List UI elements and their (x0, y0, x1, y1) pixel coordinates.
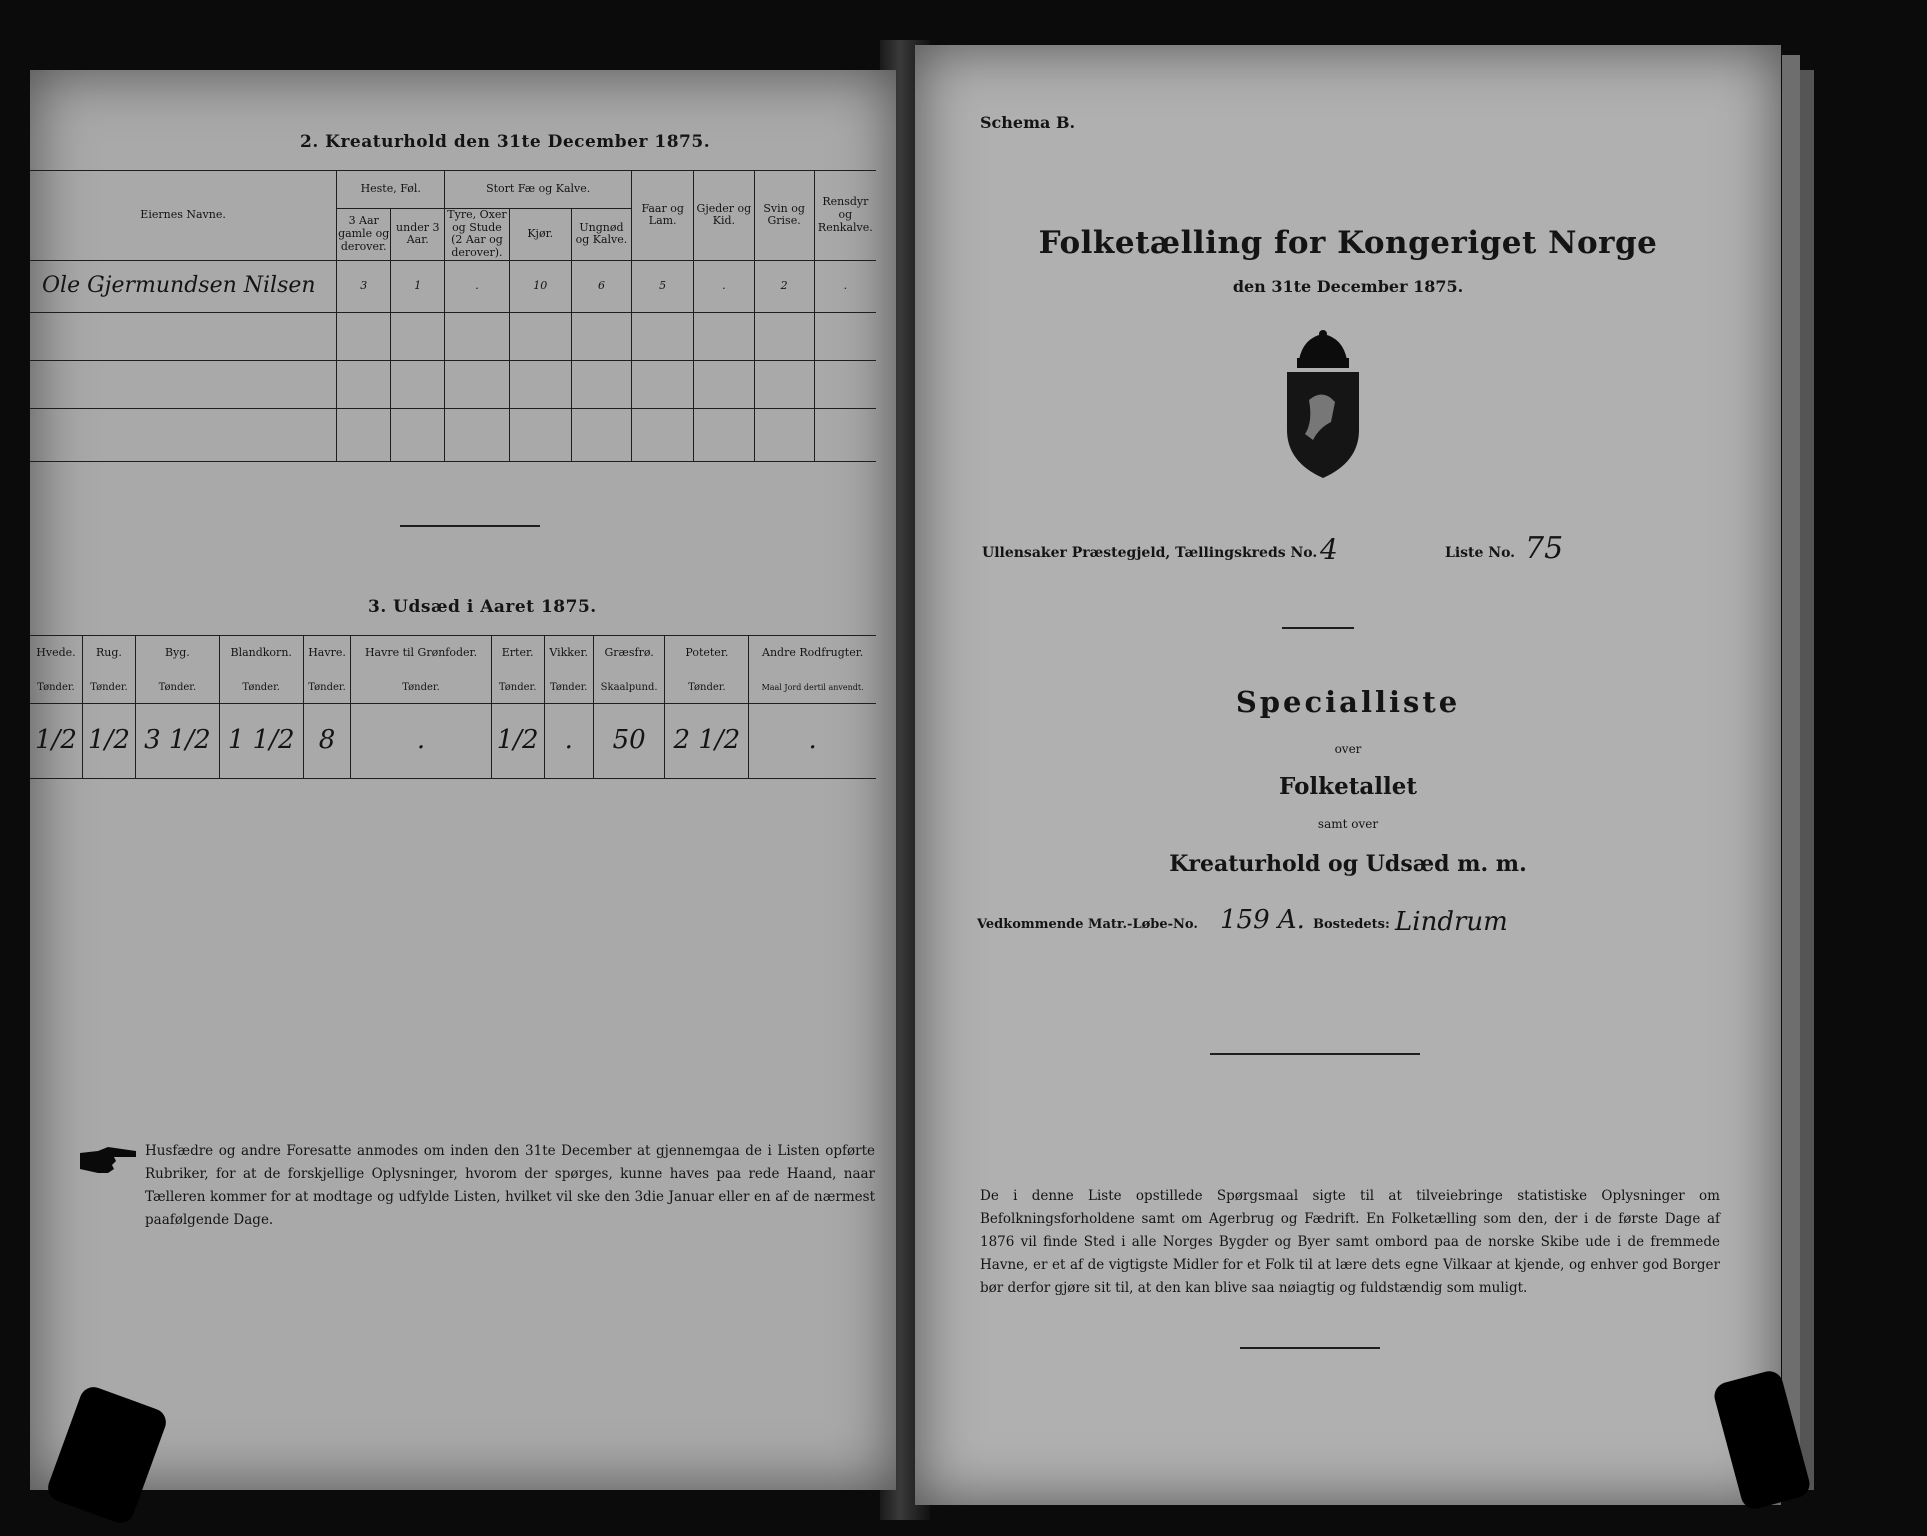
unit-byg: Tønder. (136, 672, 220, 704)
col-blandkorn: Blandkorn. (219, 636, 303, 672)
owner-header: Eiernes Navne. (30, 171, 337, 261)
district-label: Ullensaker Præstegjeld, Tællingskreds No. (982, 545, 1318, 561)
unit-rodfrugter: Maal Jord dertil anvendt. (749, 672, 876, 704)
col-horses-young: under 3 Aar. (391, 209, 445, 261)
unit-rug: Tønder. (82, 672, 135, 704)
page-edge (1782, 55, 1800, 1495)
unit-blandkorn: Tønder. (219, 672, 303, 704)
unit-poteter: Tønder. (665, 672, 749, 704)
livestock-table (30, 170, 876, 462)
cell-bulls: . (445, 260, 509, 312)
table-row (30, 408, 876, 461)
coat-of-arms-icon (1273, 330, 1373, 480)
col-sheep: Faar og Lam. (632, 171, 694, 261)
bosted-value: Lindrum (1395, 907, 1508, 937)
cell-horses-old: 3 (337, 260, 391, 312)
table-row (30, 704, 876, 779)
col-reindeer: Rensdyr og Renkalve. (814, 171, 876, 261)
section3-title: 3. Udsæd i Aaret 1875. (368, 597, 597, 617)
divider (1240, 1347, 1380, 1349)
col-erter: Erter. (491, 636, 544, 672)
cell-pigs: 2 (754, 260, 814, 312)
val-blandkorn: 1 1/2 (219, 704, 303, 779)
val-havre-gronfoder: . (351, 704, 491, 779)
kreaturhold-heading: Kreaturhold og Udsæd m. m. (1169, 851, 1527, 877)
val-hvede: 1/2 (30, 704, 82, 779)
col-bulls: Tyre, Oxer og Stude (2 Aar og derover). (445, 209, 509, 261)
col-hvede: Hvede. (30, 636, 82, 672)
col-havre-gronfoder: Havre til Grønfoder. (351, 636, 491, 672)
sowing-table (30, 635, 876, 779)
samt-over-label: samt over (1317, 817, 1379, 831)
folketallet-heading: Folketallet (1279, 773, 1417, 800)
schema-label: Schema B. (980, 113, 1076, 132)
cell-sheep: 5 (632, 260, 694, 312)
col-rug: Rug. (82, 636, 135, 672)
col-vikker: Vikker. (544, 636, 593, 672)
unit-hvede: Tønder. (30, 672, 82, 704)
matr-label: Vedkommende Matr.-Løbe-No. (977, 917, 1198, 932)
col-cows: Kjør. (509, 209, 571, 261)
cell-goats: . (694, 260, 754, 312)
page-edge (1800, 70, 1814, 1490)
col-poteter: Poteter. (665, 636, 749, 672)
section2-title: 2. Kreaturhold den 31te December 1875. (300, 132, 711, 152)
census-date: den 31te December 1875. (1232, 277, 1464, 296)
val-havre: 8 (303, 704, 351, 779)
val-rodfrugter: . (749, 704, 876, 779)
liste-number: 75 (1525, 531, 1564, 566)
col-byg: Byg. (136, 636, 220, 672)
bosted-label: Bostedets: (1313, 917, 1390, 932)
unit-havre-gronfoder: Tønder. (351, 672, 491, 704)
left-page (30, 70, 896, 1490)
divider (1282, 627, 1354, 629)
val-graesfro: 50 (593, 704, 665, 779)
val-poteter: 2 1/2 (665, 704, 749, 779)
col-havre: Havre. (303, 636, 351, 672)
col-graesfro: Græsfrø. (593, 636, 665, 672)
unit-erter: Tønder. (491, 672, 544, 704)
val-vikker: . (544, 704, 593, 779)
cell-horses-young: 1 (391, 260, 445, 312)
over-label: over (1334, 742, 1362, 756)
district-number: 4 (1320, 533, 1338, 566)
col-pigs: Svin og Grise. (754, 171, 814, 261)
pointing-hand-icon (78, 1145, 138, 1177)
page-title: Folketælling for Kongeriget Norge (1038, 225, 1658, 261)
specialliste-heading: Specialliste (1235, 685, 1461, 719)
cell-calves: 6 (571, 260, 631, 312)
right-page (915, 45, 1781, 1505)
liste-label: Liste No. (1445, 545, 1516, 561)
col-goats: Gjeder og Kid. (694, 171, 754, 261)
unit-havre: Tønder. (303, 672, 351, 704)
col-horses-old: 3 Aar gamle og derover. (337, 209, 391, 261)
owner-name: Ole Gjermundsen Nilsen (30, 260, 337, 312)
val-erter: 1/2 (491, 704, 544, 779)
val-byg: 3 1/2 (136, 704, 220, 779)
col-rodfrugter: Andre Rodfrugter. (749, 636, 876, 672)
unit-graesfro: Skaalpund. (593, 672, 665, 704)
val-rug: 1/2 (82, 704, 135, 779)
table-row (30, 312, 876, 360)
cell-reindeer: . (814, 260, 876, 312)
table-row (30, 260, 876, 312)
group-horses: Heste, Føl. (337, 171, 445, 209)
explanatory-paragraph: De i denne Liste opstillede Spørgsmaal sigte til at tilveiebringe statistiske Oplysninger om Befolkningsforholdene samt om Agerbrug og Fædrift. En Folketælling som den, der i de første Dage af 1876 vil finde Sted i alle Norges Bygder og Byer samt ombord paa de norske Skibe ude i de fremmede Havne, er et af de vigtigste Midler for et Folk til at lære dets egne Vilkaar at kjende, og enhver god Borger bør derfor gjøre sit til, at den kan blive saa nøiagtig og fuldstændig som muligt. (980, 1188, 1720, 1296)
matr-number: 159 A. (1220, 905, 1305, 935)
instructions-notice: Husfædre og andre Foresatte anmodes om inden den 31te December at gjennemgaa de i Listen opførte Rubriker, for at de forskjellige Oplysninger, hvorom der spørges, kunne haves paa rede Haand, naar Tælleren kommer for at modtage og udfylde Listen, hvilket vil ske den 3die Januar eller en af de nærmest paafølgende Dage. (145, 1143, 875, 1228)
group-cattle: Stort Fæ og Kalve. (445, 171, 632, 209)
table-row (30, 360, 876, 408)
divider (400, 525, 540, 527)
divider (1210, 1053, 1420, 1055)
unit-vikker: Tønder. (544, 672, 593, 704)
col-calves: Ungnød og Kalve. (571, 209, 631, 261)
cell-cows: 10 (509, 260, 571, 312)
